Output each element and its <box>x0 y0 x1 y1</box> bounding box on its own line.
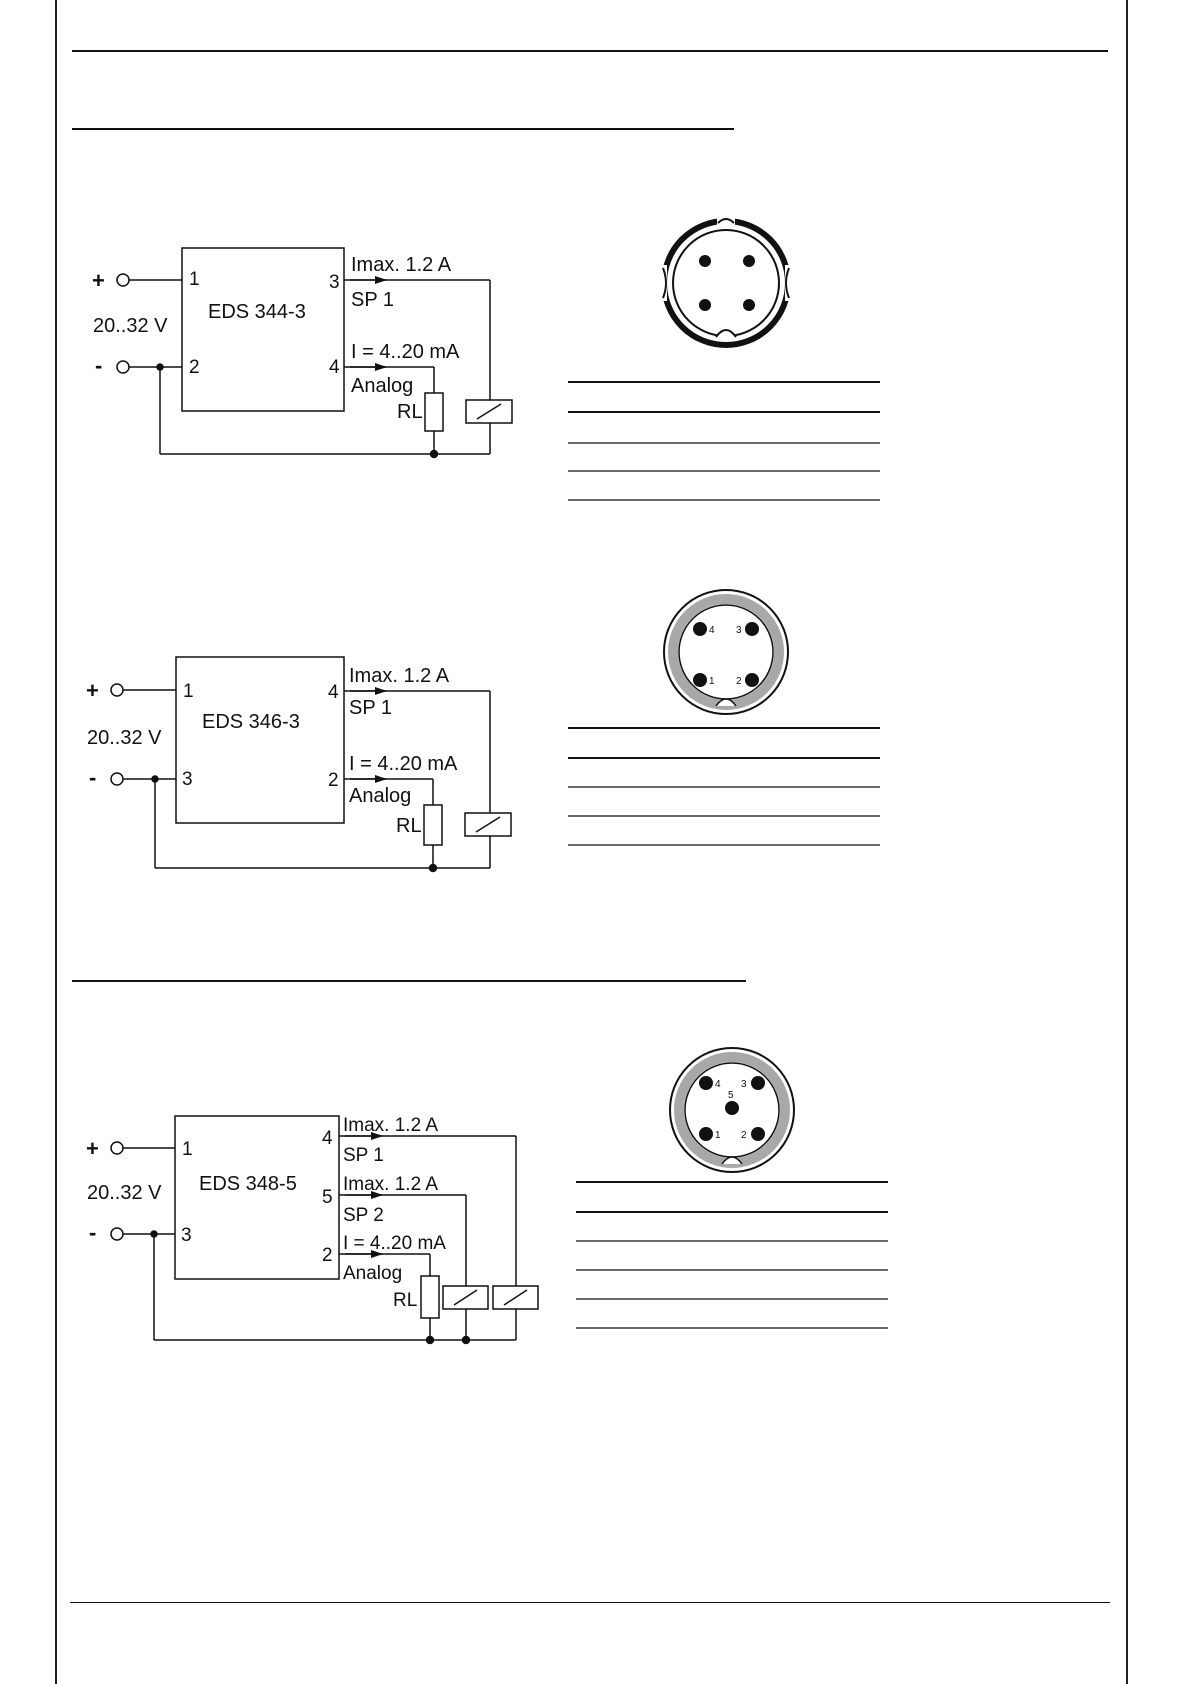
analog-label: Analog <box>343 1263 403 1284</box>
pin-number: 4 <box>715 1079 721 1090</box>
pin-minus: 3 <box>181 1225 192 1246</box>
minus-sign: - <box>89 765 97 790</box>
model-label: EDS 344-3 <box>208 301 306 323</box>
imax-label: Imax. 1.2 A <box>351 254 452 276</box>
pin-number: 2 <box>741 1130 747 1141</box>
terminal-plus <box>111 1142 123 1154</box>
pin-minus: 3 <box>182 769 193 790</box>
sp2-label: SP 2 <box>343 1205 384 1226</box>
pin-sp1: 4 <box>322 1128 333 1149</box>
current-label: I = 4..20 mA <box>351 341 460 363</box>
analog-label: Analog <box>349 785 412 807</box>
pin-number: 3 <box>741 1079 747 1090</box>
terminal-minus <box>117 361 129 373</box>
model-label: EDS 348-5 <box>199 1173 297 1195</box>
pinout-table-lines-1 <box>568 382 880 500</box>
pin-dot <box>743 255 755 267</box>
pin-dot <box>693 673 707 687</box>
pin-dot <box>699 299 711 311</box>
pin-analog: 2 <box>322 1245 333 1266</box>
pin-dot <box>699 1127 713 1141</box>
supply-voltage: 20..32 V <box>93 315 168 337</box>
pin-dot <box>745 673 759 687</box>
terminal-minus <box>111 1228 123 1240</box>
pin-dot <box>751 1076 765 1090</box>
pin-dot <box>693 622 707 636</box>
sp1-label: SP 1 <box>351 289 394 311</box>
pin-number: 4 <box>709 625 715 636</box>
pin-number: 1 <box>715 1130 721 1141</box>
pin-analog: 2 <box>328 770 339 791</box>
sensor-block <box>175 1116 339 1279</box>
pin-dot <box>699 255 711 267</box>
analog-label: Analog <box>351 375 414 397</box>
pin-analog: 4 <box>329 357 340 378</box>
minus-sign: - <box>95 353 103 378</box>
connector-pinout-1 <box>659 218 793 345</box>
pinout-table-lines-2 <box>568 728 880 845</box>
sp1-label: SP 1 <box>343 1145 384 1166</box>
current-label: I = 4..20 mA <box>343 1233 446 1254</box>
rl-label: RL <box>396 815 422 837</box>
model-label: EDS 346-3 <box>202 711 300 733</box>
pin-plus: 1 <box>182 1139 193 1160</box>
plus-sign: + <box>86 1136 99 1161</box>
rl-label: RL <box>393 1290 418 1311</box>
supply-voltage: 20..32 V <box>87 727 162 749</box>
pin-dot <box>751 1127 765 1141</box>
current-label: I = 4..20 mA <box>349 753 458 775</box>
minus-sign: - <box>89 1220 97 1245</box>
pin-plus: 1 <box>183 681 194 702</box>
pin-dot <box>725 1101 739 1115</box>
pin-dot <box>743 299 755 311</box>
pin-dot <box>699 1076 713 1090</box>
pin-sp2: 5 <box>322 1187 333 1208</box>
connector-pinout-2 <box>664 590 788 714</box>
pin-number: 2 <box>736 676 742 687</box>
plus-sign: + <box>92 268 105 293</box>
pin-minus: 2 <box>189 357 200 378</box>
sensor-block <box>182 248 344 411</box>
imax-label: Imax. 1.2 A <box>349 665 450 687</box>
pin-dot <box>745 622 759 636</box>
pinout-table-lines-3 <box>576 1182 888 1328</box>
load-resistor <box>425 393 443 431</box>
terminal-plus <box>117 274 129 286</box>
terminal-plus <box>111 684 123 696</box>
imax-label-sp2: Imax. 1.2 A <box>343 1174 439 1195</box>
terminal-minus <box>111 773 123 785</box>
load-resistor <box>421 1276 439 1318</box>
pin-number: 1 <box>709 676 715 687</box>
pin-sp1: 4 <box>328 682 339 703</box>
imax-label-sp1: Imax. 1.2 A <box>343 1115 439 1136</box>
pin-plus: 1 <box>189 269 200 290</box>
sp1-label: SP 1 <box>349 697 392 719</box>
plus-sign: + <box>86 678 99 703</box>
pin-number: 5 <box>728 1090 734 1101</box>
pin-number: 3 <box>736 625 742 636</box>
pin-sp1: 3 <box>329 272 340 293</box>
rl-label: RL <box>397 401 423 423</box>
connector-pinout-3 <box>670 1048 794 1172</box>
circuit-eds-348-5 <box>111 1116 538 1344</box>
load-resistor <box>424 805 442 845</box>
sensor-block <box>176 657 344 823</box>
supply-voltage: 20..32 V <box>87 1182 162 1204</box>
